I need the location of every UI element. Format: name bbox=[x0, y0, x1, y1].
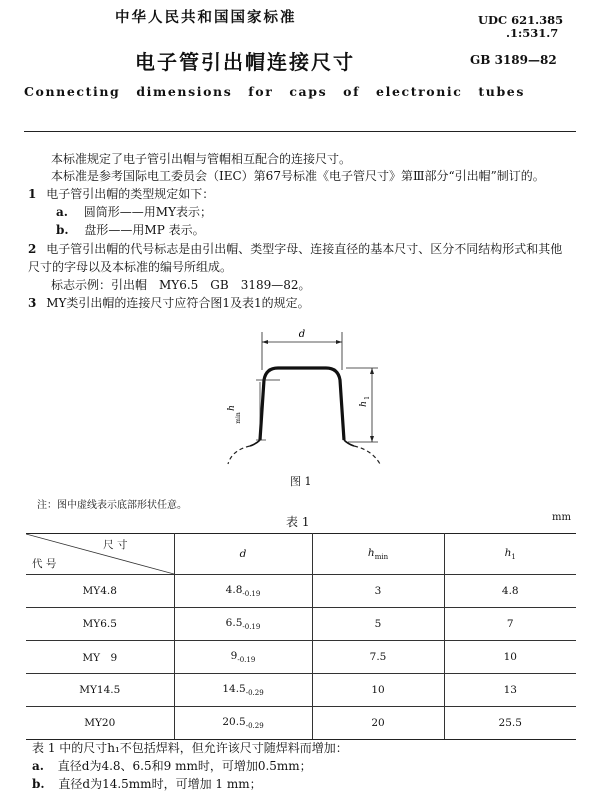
row-code: MY20 bbox=[26, 707, 174, 740]
row-code: MY14.5 bbox=[26, 674, 174, 707]
section-1b-text: 盘形——用MP 表示。 bbox=[84, 223, 205, 237]
section-3-number: 3 bbox=[28, 296, 37, 310]
row-hmin: 20 bbox=[312, 707, 444, 740]
corner-label-code: 代 号 bbox=[32, 558, 57, 570]
udc-code bbox=[478, 14, 563, 40]
table-header-row bbox=[26, 534, 576, 575]
section-3-text: MY类引出帽的连接尺寸应符合图1及表1的规定。 bbox=[46, 296, 310, 310]
footnote-a-text: 直径d为4.8、6.5和9 mm时，可增加0.5mm； bbox=[57, 759, 312, 773]
table-row bbox=[26, 575, 576, 608]
dim-d-arrow-right bbox=[336, 340, 342, 344]
intro-paragraph-1: 本标准规定了电子管引出帽与管帽相互配合的连接尺寸。 bbox=[51, 152, 352, 166]
row-h1: 7 bbox=[444, 608, 576, 641]
table-unit: mm bbox=[552, 512, 571, 523]
table-footnote: 表 1 中的尺寸h₁不包括焊料，但允许该尺寸随焊料而增加： bbox=[32, 741, 348, 755]
col-header-h1-sub: 1 bbox=[511, 553, 516, 562]
corner-label-dimension: 尺 寸 bbox=[103, 539, 128, 551]
footnote-a-label: a. bbox=[32, 759, 44, 773]
row-d-value: 9 bbox=[230, 649, 238, 662]
section-3 bbox=[28, 295, 310, 312]
row-d bbox=[174, 641, 312, 674]
section-1 bbox=[28, 186, 214, 203]
col-header-hmin-sub: min bbox=[374, 553, 389, 562]
cap-outer-outline bbox=[260, 368, 344, 440]
udc-line-1: UDC 621.385 bbox=[478, 13, 564, 27]
table-row bbox=[26, 608, 576, 641]
section-2 bbox=[28, 241, 562, 258]
footnote-b-text: 直径d为14.5mm时，可增加 1 mm； bbox=[58, 777, 262, 791]
figure-1-cap-drawing bbox=[220, 324, 400, 470]
row-hmin: 7.5 bbox=[312, 641, 444, 674]
section-1b-label: b. bbox=[56, 223, 69, 237]
row-code: MY6.5 bbox=[26, 608, 174, 641]
row-d-tolerance: -0.29 bbox=[245, 689, 264, 698]
row-code: MY 9 bbox=[26, 641, 174, 674]
col-header-d bbox=[174, 534, 312, 575]
dim-d-label: d bbox=[298, 329, 306, 340]
row-d bbox=[174, 674, 312, 707]
document-title-en: Connecting dimensions for caps of electronic tubes bbox=[24, 84, 525, 99]
row-d-tolerance: -0.19 bbox=[242, 623, 261, 632]
row-d-tolerance: -0.19 bbox=[242, 590, 261, 599]
row-d bbox=[174, 575, 312, 608]
table-row bbox=[26, 707, 576, 740]
table-row bbox=[26, 674, 576, 707]
footnote-b bbox=[32, 776, 262, 793]
row-d bbox=[174, 608, 312, 641]
gb-code: GB 3189—82 bbox=[470, 53, 557, 67]
col-header-hmin bbox=[312, 534, 444, 575]
dim-h1-arrow-bottom bbox=[370, 436, 374, 442]
section-2-number: 2 bbox=[28, 242, 37, 256]
section-2-text-line-2: 尺寸的字母以及本标准的编号所组成。 bbox=[28, 260, 233, 274]
figure-note: 注：图中虚线表示底部形状任意。 bbox=[37, 500, 187, 511]
table-corner-cell bbox=[26, 534, 174, 575]
footnote-b-label: b. bbox=[32, 777, 45, 791]
row-d-value: 20.5 bbox=[222, 715, 246, 728]
footnote-a bbox=[32, 758, 312, 775]
row-d bbox=[174, 707, 312, 740]
dim-h1-label: h bbox=[359, 401, 369, 407]
col-header-h1 bbox=[444, 534, 576, 575]
udc-line-2: .1:531.7 bbox=[506, 26, 559, 40]
table-title: 表 1 bbox=[286, 515, 310, 529]
figure-caption: 图 1 bbox=[290, 475, 312, 488]
row-hmin: 5 bbox=[312, 608, 444, 641]
row-h1: 10 bbox=[444, 641, 576, 674]
cap-base-right bbox=[344, 440, 354, 446]
row-hmin: 10 bbox=[312, 674, 444, 707]
section-1a bbox=[56, 204, 212, 221]
row-code: MY4.8 bbox=[26, 575, 174, 608]
document-title-cn: 电子管引出帽连接尺寸 bbox=[135, 50, 355, 74]
section-1a-text: 圆筒形——用MY表示； bbox=[83, 205, 212, 219]
col-header-hmin-label: h bbox=[367, 546, 375, 559]
row-d-value: 14.5 bbox=[222, 682, 246, 695]
row-d-tolerance: -0.29 bbox=[245, 722, 264, 731]
row-d-value: 4.8 bbox=[225, 583, 243, 596]
dimensions-table bbox=[26, 533, 576, 740]
dim-h1-subscript: 1 bbox=[364, 396, 371, 400]
standard-org-header: 中华人民共和国国家标准 bbox=[115, 10, 297, 26]
row-h1: 13 bbox=[444, 674, 576, 707]
section-2-example: 标志示例：引出帽 MY6.5 GB 3189—82。 bbox=[51, 278, 311, 292]
row-h1: 4.8 bbox=[444, 575, 576, 608]
section-2-text-line-1: 电子管引出帽的代号标志是由引出帽、类型字母、连接直径的基本尺寸、区分不同结构形式和其他 bbox=[46, 242, 563, 256]
section-1b bbox=[56, 222, 205, 239]
base-dashed-right bbox=[354, 446, 380, 464]
cap-base-left bbox=[250, 440, 260, 446]
col-header-h1-label: h bbox=[504, 546, 512, 559]
intro-paragraph-2: 本标准是参考国际电工委员会（IEC）第67号标准《电子管尺寸》第Ⅲ部分“引出帽”制订的。 bbox=[51, 169, 545, 183]
dim-h1-arrow-top bbox=[370, 368, 374, 374]
table-row bbox=[26, 641, 576, 674]
row-d-tolerance: -0.19 bbox=[237, 656, 256, 665]
dim-d-arrow-left bbox=[262, 340, 268, 344]
header-divider bbox=[24, 131, 576, 132]
dim-hmin-subscript: min bbox=[235, 412, 242, 424]
col-header-d-label: d bbox=[239, 548, 247, 560]
row-h1: 25.5 bbox=[444, 707, 576, 740]
section-1a-label: a. bbox=[56, 205, 68, 219]
base-dashed-left bbox=[228, 446, 250, 464]
row-d-value: 6.5 bbox=[225, 616, 243, 629]
section-1-text: 电子管引出帽的类型规定如下： bbox=[46, 187, 215, 201]
section-1-number: 1 bbox=[28, 187, 37, 201]
row-hmin: 3 bbox=[312, 575, 444, 608]
dim-hmin-label: h bbox=[227, 405, 237, 411]
